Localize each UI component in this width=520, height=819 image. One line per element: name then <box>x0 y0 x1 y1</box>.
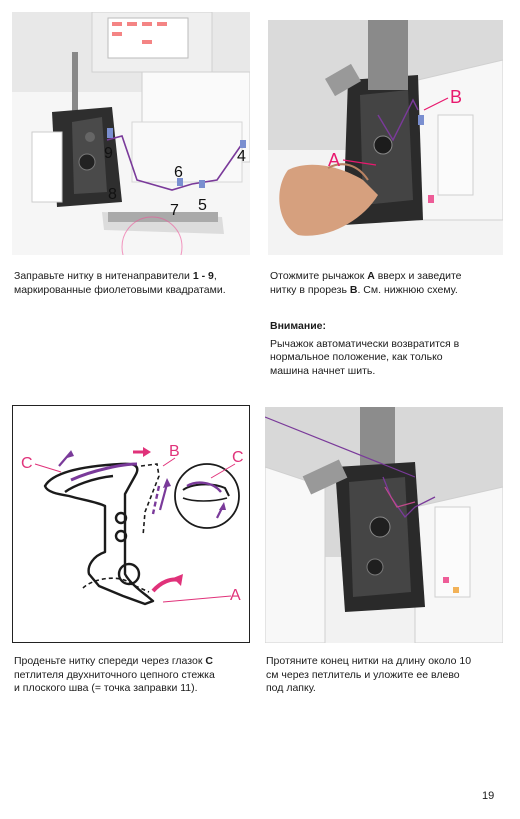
photo-lever-a <box>268 20 503 255</box>
machine-illustration-2 <box>268 20 503 255</box>
page-number: 19 <box>482 790 495 802</box>
guide-marker-4: 4 <box>237 148 246 165</box>
marker-b: B <box>450 87 463 107</box>
diagram-marker-c-left: C <box>21 455 33 472</box>
guide-marker-6: 6 <box>174 164 183 181</box>
caption-panel-3: Проденьте нитку спереди через глазок C петлителя двухниточного цепного стежка и плоского шва (= точка заправки 11). <box>14 655 215 694</box>
looper-diagram-frame <box>12 405 250 643</box>
diagram-marker-c-right: C <box>232 449 244 466</box>
attention-title: Внимание: <box>270 320 326 332</box>
photo-threading-guides <box>12 12 250 255</box>
caption-panel-4: Протяните конец нитки на длину около 10 см через петлитель и уложите ее влево под лапку. <box>266 655 472 694</box>
guide-marker-7: 7 <box>170 202 179 219</box>
guide-marker-8: 8 <box>108 186 117 203</box>
caption-panel-2: Отожмите рычажок A вверх и заведите нитку в прорезь B. См. нижнюю схему. <box>270 270 462 296</box>
machine-illustration-1 <box>12 12 250 255</box>
photo-thread-through-looper <box>265 407 503 643</box>
attention-note: Внимание: Рычажок автоматически возвратится в нормальное положение, как только машина начнет шить. <box>270 320 460 377</box>
caption-panel-1: Заправьте нитку в нитенаправители 1 - 9, маркированные фиолетовыми квадратами. <box>14 270 226 296</box>
looper-diagram <box>13 406 249 642</box>
diagram-marker-b: B <box>169 443 180 460</box>
guide-marker-5: 5 <box>198 197 207 214</box>
machine-illustration-4 <box>265 407 503 643</box>
guide-marker-9: 9 <box>104 145 113 162</box>
marker-a: A <box>328 150 341 170</box>
diagram-marker-a: A <box>230 587 241 604</box>
